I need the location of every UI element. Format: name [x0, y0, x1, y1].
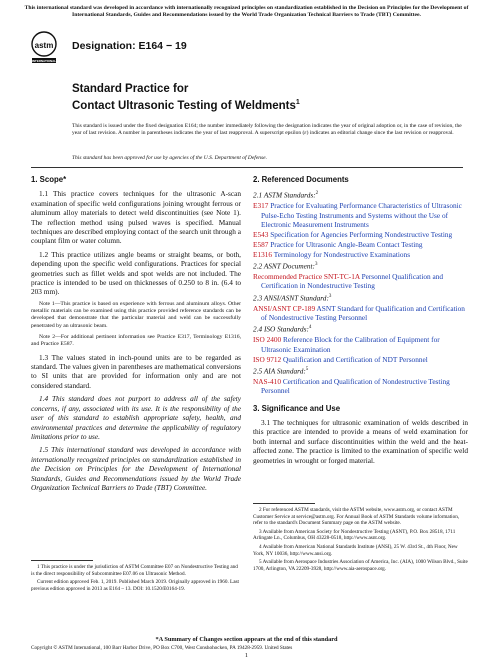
reference-title-link[interactable]: Specification for Agencies Performing Nondestructive Testing [270, 229, 453, 239]
reference-title-link[interactable]: Terminology for Nondestructive Examinations [273, 249, 411, 259]
reference-group-title: 2.1 ASTM Standards: [253, 190, 316, 200]
title-line-2: Contact Ultrasonic Testing of Weldments [72, 99, 296, 112]
dod-approval: This standard has been approved for use by agencies of the U.S. Department of Defense. [72, 155, 267, 161]
reference-group-label [253, 292, 468, 303]
reference-group-label [253, 189, 468, 200]
svg-text:astm: astm [34, 41, 54, 50]
reference-item[interactable] [253, 355, 468, 364]
reference-title-link[interactable]: Reference Block for the Calibration of Equipment for Ultrasonic Examination [261, 335, 440, 354]
scope-heading: 1. Scope* [31, 175, 67, 184]
reference-item[interactable] [253, 377, 468, 396]
reference-item[interactable] [253, 230, 468, 239]
reference-item[interactable] [253, 250, 468, 259]
footnotes-right [253, 507, 468, 574]
footnote-ref: 5 [305, 367, 309, 372]
significance-heading: 3. Significance and Use [253, 403, 341, 413]
reference-group-label [253, 365, 468, 376]
footnotes-left [31, 564, 241, 594]
title-line-1: Standard Practice for [72, 83, 189, 95]
footnote-ref: 4 [308, 325, 312, 331]
footnote-ref: 2 [315, 191, 319, 197]
page-number: 1 [244, 652, 249, 659]
reference-code-link[interactable]: NAS-410 [253, 376, 281, 386]
reference-item[interactable] [253, 304, 468, 323]
reference-group-label [253, 323, 468, 334]
reference-code-link[interactable]: Recommended Practice SNT-TC-1A [253, 272, 360, 281]
reference-code-link[interactable]: E1316 [253, 249, 273, 259]
scope-1-5: 1.5 This international standard was developed in accordance with internationally recognized principles on standardization established in the Decision on Principles for the Development of International Standards, Guides and Recommendations issued by the World Trade Organization Technical Barriers to Trade (TBT) Committee. [31, 445, 241, 492]
reference-title-link[interactable]: Qualification and Certification of NDT Personnel [283, 354, 428, 364]
references-heading: 2. Referenced Documents [253, 175, 349, 184]
right-column [253, 175, 468, 469]
summary-of-changes-note: *A Summary of Changes section appears at the end of this standard [155, 636, 338, 643]
reference-code-link[interactable]: E543 [253, 229, 269, 239]
reference-title-link[interactable]: Certification and Qualification of Nondestructive Testing Personnel [261, 376, 450, 396]
reference-group-label [253, 260, 468, 271]
reference-item[interactable] [253, 335, 468, 354]
footnote-ref: 3 [314, 262, 318, 268]
astm-logo [31, 31, 57, 65]
footnote-ref: 3 [328, 293, 332, 299]
scope-1-3: 1.3 The values stated in inch-pound units are to be regarded as standard. The values given in parentheses are mathematical conversions to SI units that are provided for information only and are not considered standard. [31, 352, 241, 390]
reference-code-link[interactable]: ISO 9712 [253, 354, 282, 364]
copyright: Copyright © ASTM International, 100 Barr Harbor Drive, PO Box C700, West Conshohocken, PA 19428-2959. United States [31, 645, 293, 651]
reference-code-link[interactable]: ANSI/ASNT CP-189 [253, 303, 316, 313]
reference-title-link[interactable]: Practice for Ultrasonic Angle-Beam Contact Testing [270, 239, 423, 249]
note-1: Note 1—This practice is based on experience with ferrous and aluminum alloys. Other metallic materials can be examined using this practice provided reference standards can be developed that demonstrate that the particular material and weld can be successfully penetrated by an ultrasonic beam. [31, 300, 241, 329]
reference-item[interactable] [253, 201, 468, 229]
reference-code-link[interactable]: ISO 2400 [253, 335, 282, 345]
scope-1-4: 1.4 This standard does not purport to address all of the safety concerns, if any, associated with its use. It is the responsibility of the user of this standard to establish appropriate safety, health, and environmental practices and determine the applicability of regulatory limitations prior to use. [31, 394, 241, 441]
footnote-3: 3 Available from American Society for Nondestructive Testing (ASNT), P.O. Box 28518, 1711 Arlingate Ln., Columbus, OH 43228-0518, http://www.asnt.org. [253, 528, 456, 542]
wto-notice: This international standard was developed in accordance with internationally recognized principles on standardization established in the Decision on Principles for the Development of International Standards, Guides and Recommendations issued by the World Trade Organization Technical Barriers to Trade (TBT) Committee. [24, 5, 469, 18]
note-2: Note 2—For additional pertinent information see Practice E317, Terminology E1316, and Practice E587. [31, 334, 241, 348]
reference-code-link[interactable]: E317 [253, 201, 269, 211]
footnote-1-edition: Current edition approved Feb. 1, 2019. Published March 2019. Originally approved in 1960. Last previous edition approved in 2013 as E164 – 13. DOI: 10.1520/E0164-19. [31, 579, 239, 592]
footnote-rule-left [31, 560, 93, 561]
issue-notice: This standard is issued under the fixed designation E164; the number immediately following the designation indicates the year of original adoption or, in the case of revision, the year of last revision. A number in parentheses indicates the year of last reapproval. A superscript epsilon (ε) indicates an editorial change since the last revision or reapproval. [72, 123, 462, 136]
footnote-rule-right [253, 503, 315, 504]
significance-3-1: 3.1 The techniques for ultrasonic examination of welds described in this practice are intended to provide a means of weld examination for both internal and surface discontinuities within the weld and the heat-affected zone. The practice is limited to the examination of specific weld geometries in wrought or forged material. [253, 418, 468, 465]
reference-title-link[interactable]: Practice for Evaluating Performance Characteristics of Ultrasonic Pulse-Echo Testing Instruments and Systems without the Use of Electronic Measurement Instruments [261, 201, 462, 230]
scope-1-2: 1.2 This practice utilizes angle beams or straight beams, or both, depending upon the specific weld configurations. Practices for special geometries such as fillet welds and spot welds are not included. The practice is intended to be used on thicknesses of 0.250 to 8 in. (6.4 to 203 mm). [31, 249, 241, 297]
svg-text:INTERNATIONAL: INTERNATIONAL [31, 59, 57, 63]
reference-code-link[interactable]: E587 [253, 239, 269, 249]
reference-group-title: 2.4 ISO Standards: [253, 324, 309, 334]
header-rule [31, 167, 463, 168]
left-column [31, 175, 241, 496]
scope-1-1: 1.1 This practice covers techniques for the ultrasonic A-scan examination of specific weld configurations joining wrought ferrous or aluminum alloy materials to detect weld discontinuities (see Note 1). The reflection method using pulsed waves is specified. Manual techniques are described employing contact of the search unit through a couplant film or water column. [31, 189, 241, 246]
document-title [72, 82, 412, 113]
designation: Designation: E164 − 19 [72, 40, 187, 52]
reference-title-link[interactable]: Personnel Qualification and Certification in Nondestructive Testing [261, 272, 444, 291]
reference-group-title: 2.2 ASNT Document: [253, 261, 315, 271]
title-footnote-ref: 1 [295, 99, 300, 106]
footnote-2: 2 For referenced ASTM standards, visit the ASTM website, www.astm.org, or contact ASTM Customer Service at service@astm.org. For Annual Book of ASTM Standards volume information, refer to the standard's Document Summary page on the ASTM website. [253, 507, 460, 527]
footnote-5: 5 Available from Aerospace Industries Association of America, Inc. (AIA), 1000 Wilson Blvd., Suite 1700, Arlington, VA 22209-3928, http://www.aia-aerospace.org. [253, 559, 468, 572]
reference-group-title: 2.3 ANSI/ASNT Standard: [253, 293, 329, 303]
reference-title-link[interactable]: ASNT Standard for Qualification and Certification of Nondestructive Testing Personnel [261, 303, 465, 323]
reference-groups [253, 189, 468, 395]
footnote-1: 1 This practice is under the jurisdiction of ASTM Committee E07 on Nondestructive Testing and is the direct responsibility of Subcommittee E07.06 on Ultrasonic Method. [31, 564, 238, 577]
reference-item[interactable] [253, 240, 468, 249]
reference-item[interactable] [253, 272, 468, 291]
reference-group-title: 2.5 AIA Standard: [253, 366, 306, 376]
footnote-4: 4 Available from American National Standards Institute (ANSI), 25 W. 43rd St., 4th Floor, New York, NY 10036, http://www.ansi.org. [253, 543, 458, 557]
